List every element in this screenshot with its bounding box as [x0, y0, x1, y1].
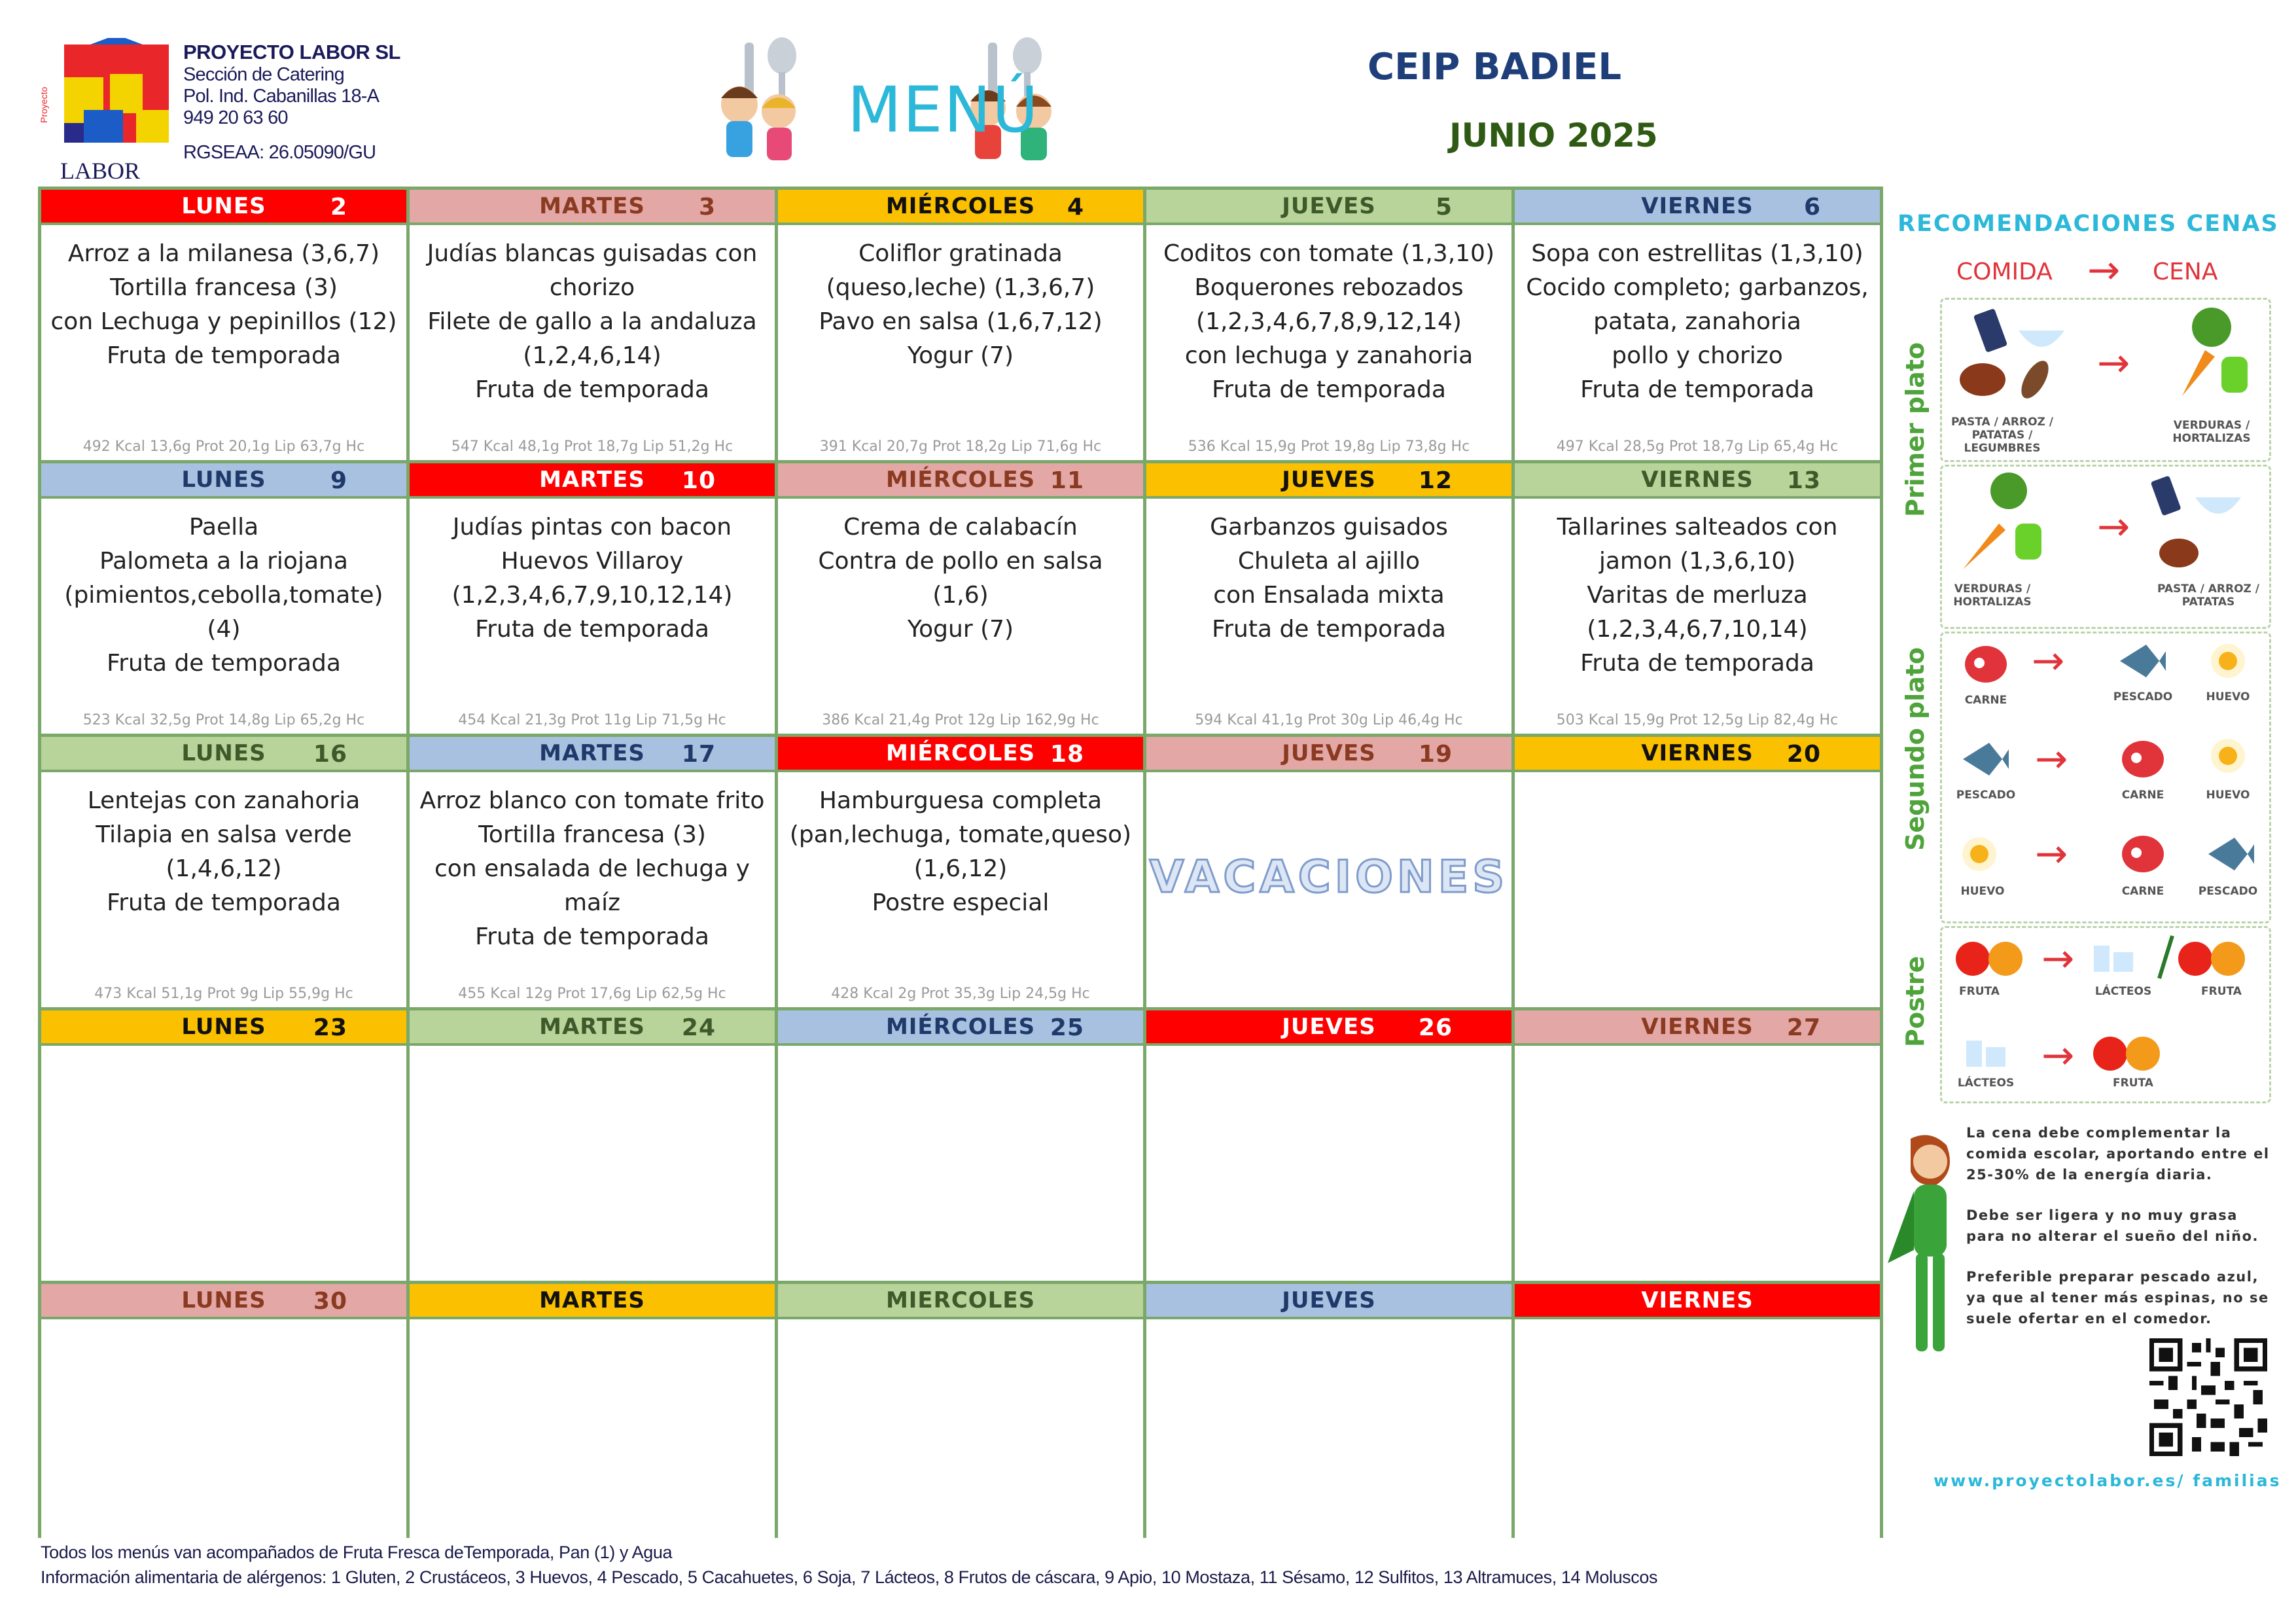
day-cell [410, 1010, 775, 1281]
month-label: JUNIO 2025 [1449, 116, 1658, 154]
day-name: MARTES [539, 740, 645, 766]
day-header [778, 463, 1143, 499]
meat-icon [1960, 638, 2012, 690]
dish: Varitas de merluza [1587, 582, 1808, 609]
dish: Huevos Villaroy [501, 548, 684, 575]
dish: (1,6,12) [913, 855, 1008, 882]
day-name: LUNES [181, 467, 266, 493]
day-header [41, 1010, 406, 1046]
day-name: VIERNES [1641, 1014, 1754, 1040]
dish: Sopa con estrellitas (1,3,10) [1531, 240, 1863, 267]
egg-label: HUEVO [2206, 690, 2250, 704]
menu-dishes [778, 225, 1143, 373]
dish: Fruta de temporada [1212, 616, 1446, 643]
menu-dishes [410, 1046, 775, 1058]
day-header [1515, 1284, 1880, 1319]
dish: (1,4,6,12) [166, 855, 282, 882]
meat-label: CARNE [2121, 789, 2164, 802]
menu-dishes [41, 1319, 406, 1331]
menu-dishes [1515, 225, 1880, 407]
nutrition-info: 455 Kcal 12g Prot 17,6g Lip 62,5g Hc [458, 986, 726, 1002]
arrow-right-icon: → [2035, 736, 2068, 782]
website-link[interactable]: www.proyectolabor.es/ familias [1934, 1471, 2282, 1490]
day-name: MARTES [539, 193, 645, 219]
day-number: 9 [330, 467, 347, 494]
day-name: JUEVES [1282, 1287, 1376, 1313]
day-number: 4 [1067, 194, 1084, 221]
arrow-right-icon: → [2035, 831, 2068, 877]
menu-dishes [1146, 772, 1511, 784]
arrow-right-icon: → [2087, 247, 2121, 293]
day-header [1146, 1010, 1511, 1046]
advice-paragraph: Debe ser ligera y no muy grasa para no alterar el sueño del niño. [1966, 1207, 2259, 1244]
logo-label: LABOR [60, 158, 141, 184]
day-name: JUEVES [1282, 193, 1376, 219]
day-cell [1146, 463, 1511, 734]
dish: Arroz a la milanesa (3,6,7) [67, 240, 380, 267]
day-header [1146, 1284, 1511, 1319]
menu-calendar [38, 187, 1883, 1538]
nutrition-info: 536 Kcal 15,9g Prot 19,8g Lip 73,8g Hc [1188, 438, 1470, 455]
menu-dishes [410, 225, 775, 407]
day-number: 12 [1418, 467, 1453, 494]
day-number: 13 [1786, 467, 1821, 494]
nutrition-info: 391 Kcal 20,7g Prot 18,2g Lip 71,6g Hc [819, 438, 1102, 455]
company-line: Sección de Catering [183, 64, 344, 85]
arrow-right-icon: → [2041, 1033, 2075, 1079]
arrow-right-icon: → [2041, 936, 2075, 982]
fruit-label: FRUTA [2201, 985, 2242, 998]
day-name: MIÉRCOLES [885, 740, 1036, 766]
day-header [41, 737, 406, 772]
fish-label: PESCADO [2113, 690, 2173, 704]
meat-label: CARNE [1964, 694, 2007, 707]
dish: Fruta de temporada [107, 342, 341, 369]
fish-icon [2113, 638, 2166, 684]
day-number: 23 [313, 1014, 347, 1041]
dish: Postre especial [872, 889, 1050, 916]
superhero-character-illustration [1884, 1132, 1969, 1368]
menu-dishes [1515, 772, 1880, 784]
day-name: MIÉRCOLES [885, 1014, 1036, 1040]
day-number: 6 [1803, 194, 1821, 221]
dish: Crema de calabacín [843, 514, 1078, 541]
day-name: JUEVES [1282, 467, 1376, 493]
dish: Cocido completo; garbanzos, [1526, 274, 1869, 301]
day-cell [1515, 463, 1880, 734]
svg-text:Proyecto: Proyecto [39, 86, 49, 123]
first-course-label: Primer plato [1901, 342, 1930, 517]
dairy-label: LÁCTEOS [1957, 1077, 2015, 1090]
dish: (1,2,3,4,6,7,10,14) [1587, 616, 1808, 643]
menu-dishes [1146, 225, 1511, 407]
nutrition-info: 386 Kcal 21,4g Prot 12g Lip 162,9g Hc [822, 712, 1099, 728]
footer-note: Todos los menús van acompañados de Fruta Fresca deTemporada, Pan (1) y Agua [41, 1543, 673, 1562]
dish: Fruta de temporada [475, 376, 709, 403]
dish: Fruta de temporada [475, 923, 709, 950]
menu-dishes [1146, 1319, 1511, 1331]
dish: pollo y chorizo [1612, 342, 1783, 369]
dinner-recommendations-title: RECOMENDACIONES CENAS [1898, 211, 2279, 237]
day-name: LUNES [181, 193, 266, 219]
arrow-right-icon: → [2032, 638, 2065, 684]
dish: (1,2,3,4,6,7,8,9,12,14) [1196, 308, 1462, 335]
day-name: MIÉRCOLES [885, 193, 1036, 219]
dish: Fruta de temporada [475, 616, 709, 643]
fruit-label: FRUTA [2113, 1077, 2153, 1090]
day-number: 5 [1435, 194, 1453, 221]
menu-dishes [410, 1319, 775, 1331]
nutrition-info: 492 Kcal 13,6g Prot 20,1g Lip 63,7g Hc [82, 438, 365, 455]
arrow-right-icon: → [2097, 504, 2130, 550]
day-number: 26 [1418, 1014, 1453, 1041]
dish: Fruta de temporada [107, 650, 341, 677]
day-number: 20 [1786, 741, 1821, 768]
day-name: JUEVES [1282, 740, 1376, 766]
dish: Tallarines salteados con jamon (1,3,6,10) [1557, 514, 1838, 575]
allergen-legend: Información alimentaria de alérgenos: 1 Gluten, 2 Crustáceos, 3 Huevos, 4 Pescado, 5 Cacahuetes, 6 Soja, 7 Lácteos, 8 Frutos de cáscara, 9 Apio, 10 Mostaza, 11 Sésamo, 12 Sulfitos, 13 Altramuces, 14 Moluscos [41, 1567, 1658, 1587]
day-header [1146, 190, 1511, 225]
second-course-label: Segundo plato [1901, 647, 1930, 851]
dish: Pavo en salsa (1,6,7,12) [819, 308, 1103, 335]
day-number: 3 [698, 194, 716, 221]
dish: Filete de gallo a la andaluza (1,2,4,6,14) [427, 308, 757, 369]
nutrition-info: 594 Kcal 41,1g Prot 30g Lip 46,4g Hc [1195, 712, 1463, 728]
menu-dishes [1146, 499, 1511, 647]
day-number: 10 [681, 467, 716, 494]
dish: con Lechuga y pepinillos (12) [50, 308, 397, 335]
day-number: 17 [681, 741, 716, 768]
lunch-label: COMIDA [1956, 259, 2053, 285]
day-header [410, 463, 775, 499]
day-header [1515, 463, 1880, 499]
vegetables-label: VERDURAS / HORTALIZAS [1953, 582, 2032, 609]
dish: Judías pintas con bacon [452, 514, 732, 541]
dish: (1,2,3,4,6,7,9,10,12,14) [451, 582, 733, 609]
day-number: 27 [1786, 1014, 1821, 1041]
menu-dishes [410, 499, 775, 647]
menu-dishes [41, 772, 406, 920]
dish: Boquerones rebozados [1194, 274, 1464, 301]
company-info [183, 41, 419, 164]
fish-label: PESCADO [2198, 885, 2258, 898]
meat-label: CARNE [2121, 885, 2164, 898]
meat-icon [2117, 733, 2169, 785]
day-number: 18 [1050, 741, 1084, 768]
nutrition-info: 497 Kcal 28,5g Prot 18,7g Lip 65,4g Hc [1556, 438, 1839, 455]
company-line: Pol. Ind. Cabanillas 18-A [183, 86, 380, 107]
day-header [778, 190, 1143, 225]
day-cell [410, 190, 775, 460]
day-name: VIERNES [1641, 1287, 1754, 1313]
company-line: 949 20 63 60 [183, 107, 288, 128]
day-name: MIÉRCOLES [885, 467, 1036, 493]
dish: Yogur (7) [907, 342, 1014, 369]
day-cell [410, 463, 775, 734]
day-name: VIERNES [1641, 467, 1754, 493]
day-cell [1146, 1010, 1511, 1281]
vegetables-label: VERDURAS / HORTALIZAS [2172, 419, 2251, 445]
pasta-label: PASTA / ARROZ / PATATAS / LEGUMBRES [1951, 416, 2054, 455]
dish: Coliflor gratinada (queso,leche) (1,3,6,7) [826, 240, 1095, 301]
dish: (pan,lechuga, tomate,queso) [789, 821, 1132, 848]
nutrition-info: 428 Kcal 2g Prot 35,3g Lip 24,5g Hc [831, 986, 1090, 1002]
menu-dishes [41, 499, 406, 681]
menu-dishes [778, 772, 1143, 920]
school-name: CEIP BADIEL [1368, 46, 1622, 88]
menu-dishes [410, 772, 775, 954]
day-cell [778, 737, 1143, 1007]
day-header [41, 1284, 406, 1319]
day-number: 25 [1050, 1014, 1084, 1041]
dessert-illustration [1953, 933, 2254, 1096]
nutrition-info: 473 Kcal 51,1g Prot 9g Lip 55,9g Hc [94, 986, 353, 1002]
menu-dishes [41, 225, 406, 373]
dessert-label: Postre [1901, 955, 1930, 1047]
day-cell [778, 463, 1143, 734]
menu-dishes [778, 1046, 1143, 1058]
day-name: LUNES [181, 740, 266, 766]
dish: Tilapia en salsa verde [96, 821, 352, 848]
day-header [410, 1284, 775, 1319]
vacation-label: VACACIONES [1149, 851, 1509, 903]
day-number: 2 [330, 194, 347, 221]
nutrition-info: 454 Kcal 21,3g Prot 11g Lip 71,5g Hc [458, 712, 726, 728]
dish: (pimientos,cebolla,tomate) (4) [64, 582, 383, 643]
day-cell [778, 1284, 1143, 1554]
nutrition-info: 503 Kcal 15,9g Prot 12,5g Lip 82,4g Hc [1556, 712, 1839, 728]
dairy-label: LÁCTEOS [2094, 985, 2152, 998]
dish: Contra de pollo en salsa (1,6) [818, 548, 1103, 609]
dish: con lechuga y zanahoria [1184, 342, 1474, 369]
advice-paragraph: La cena debe complementar la comida escolar, aportando entre el 25-30% de la energía diaria. [1966, 1125, 2270, 1183]
day-header [778, 737, 1143, 772]
day-header [410, 1010, 775, 1046]
day-name: LUNES [181, 1287, 266, 1313]
day-name: JUEVES [1282, 1014, 1376, 1040]
dish: con Ensalada mixta [1213, 582, 1445, 609]
nutrition-info: 523 Kcal 32,5g Prot 14,8g Lip 65,2g Hc [82, 712, 365, 728]
day-cell [778, 1010, 1143, 1281]
dish: Fruta de temporada [1580, 376, 1814, 403]
menu-dishes [1515, 1319, 1880, 1331]
pasta-label: PASTA / ARROZ / PATATAS [2157, 582, 2260, 609]
arrow-right-icon: → [2097, 340, 2130, 386]
menu-dishes [1515, 499, 1880, 681]
day-cell [1146, 737, 1511, 1007]
day-number: 30 [313, 1288, 347, 1315]
egg-icon [2208, 641, 2248, 681]
day-number: 16 [313, 741, 347, 768]
dish: con ensalada de lechuga y maíz [434, 855, 750, 916]
day-cell [1146, 1284, 1511, 1554]
menu-dishes [778, 1319, 1143, 1331]
day-name: MARTES [539, 1014, 645, 1040]
dish: Tortilla francesa (3) [478, 821, 706, 848]
dish: Fruta de temporada [107, 889, 341, 916]
egg-icon [1960, 834, 1999, 874]
dish: Lentejas con zanahoria [87, 787, 361, 814]
day-cell [1515, 737, 1880, 1007]
dish: Judías blancas guisadas con chorizo [427, 240, 758, 301]
day-header [41, 463, 406, 499]
dish: Garbanzos guisados [1210, 514, 1448, 541]
menu-title: MENÚ [847, 73, 1040, 147]
fish-icon [1956, 736, 2009, 782]
day-cell [1515, 1010, 1880, 1281]
dish: Palometa a la riojana [99, 548, 348, 575]
day-header [410, 737, 775, 772]
day-name: LUNES [181, 1014, 266, 1040]
day-name: VIERNES [1641, 193, 1754, 219]
day-header [778, 1284, 1143, 1319]
day-header [778, 1010, 1143, 1046]
day-cell [1515, 190, 1880, 460]
egg-label: HUEVO [1960, 885, 2005, 898]
dish: Chuleta al ajillo [1237, 548, 1421, 575]
day-cell [41, 190, 406, 460]
day-number: 24 [681, 1014, 716, 1041]
dish: Fruta de temporada [1580, 650, 1814, 677]
day-number: 19 [1418, 741, 1453, 768]
day-name: MIERCOLES [885, 1287, 1036, 1313]
dish: Fruta de temporada [1212, 376, 1446, 403]
menu-dishes [41, 1046, 406, 1058]
day-cell [41, 1010, 406, 1281]
advice-paragraph: Preferible preparar pescado azul, ya que al tener más espinas, no se suele ofertar en el comedor. [1966, 1269, 2269, 1327]
day-header [1146, 463, 1511, 499]
fish-label: PESCADO [1956, 789, 2016, 802]
day-cell [778, 190, 1143, 460]
registry-number: RGSEAA: 26.05090/GU [183, 142, 376, 163]
day-header [41, 190, 406, 225]
day-name: MARTES [539, 1287, 645, 1313]
day-cell [41, 737, 406, 1007]
company-name: PROYECTO LABOR SL [183, 41, 400, 63]
day-cell [1146, 190, 1511, 460]
egg-icon [2208, 736, 2248, 776]
day-cell [410, 737, 775, 1007]
day-cell [410, 1284, 775, 1554]
dish: Hamburguesa completa [819, 787, 1103, 814]
day-cell [41, 463, 406, 734]
nutrition-info: 547 Kcal 48,1g Prot 18,7g Lip 51,2g Hc [451, 438, 733, 455]
day-header [410, 190, 775, 225]
fruit-label: FRUTA [1959, 985, 2000, 998]
meat-icon [2117, 828, 2169, 880]
menu-dishes [1146, 1046, 1511, 1058]
day-cell [41, 1284, 406, 1554]
dish: Coditos con tomate (1,3,10) [1163, 240, 1494, 267]
menu-dishes [778, 499, 1143, 647]
fish-icon [2202, 831, 2254, 877]
dinner-label: CENA [2153, 259, 2218, 285]
dish: Tortilla francesa (3) [110, 274, 338, 301]
dish: patata, zanahoria [1593, 308, 1801, 335]
dish: Paella [188, 514, 259, 541]
day-cell [1515, 1284, 1880, 1554]
menu-dishes [1515, 1046, 1880, 1058]
dinner-advice [1966, 1122, 2274, 1349]
day-header [1515, 737, 1880, 772]
dish: Arroz blanco con tomate frito [419, 787, 765, 814]
day-header [1515, 1010, 1880, 1046]
day-header [1146, 737, 1511, 772]
egg-label: HUEVO [2206, 789, 2250, 802]
dish: Yogur (7) [907, 616, 1014, 643]
qr-code-icon[interactable] [2149, 1338, 2267, 1456]
day-header [1515, 190, 1880, 225]
day-number: 11 [1050, 467, 1084, 494]
day-name: MARTES [539, 467, 645, 493]
day-name: VIERNES [1641, 740, 1754, 766]
